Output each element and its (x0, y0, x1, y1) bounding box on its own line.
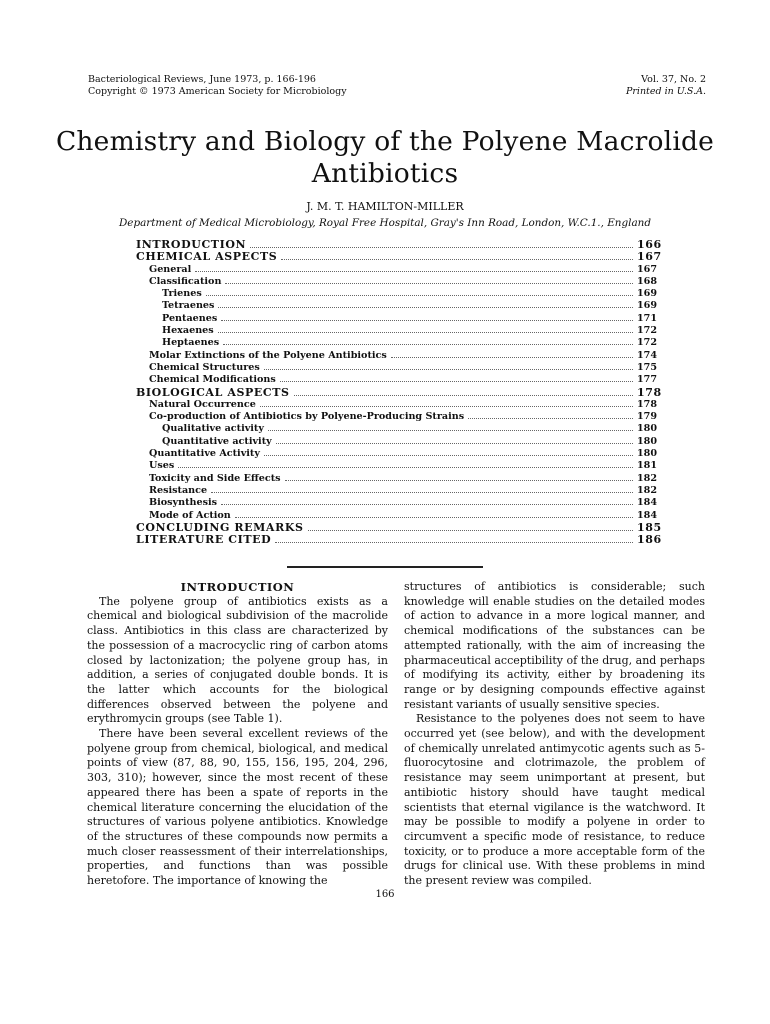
page-number: 166 (375, 889, 395, 900)
journal-citation: Bacteriological Reviews, June 1973, p. 166-196 (88, 74, 316, 85)
toc-entry: CHEMICAL ASPECTS 167 (136, 250, 662, 264)
toc-entry: Chemical Modifications 177 (149, 374, 658, 386)
author: J. M. T. HAMILTON-MILLER (306, 200, 464, 213)
table-of-contents (136, 238, 662, 547)
toc-entry: Molar Extinctions of the Polyene Antibiotics 174 (149, 349, 658, 361)
toc-entry: Co-production of Antibiotics by Polyene-Producing Strains 179 (149, 411, 658, 423)
article-title (0, 126, 770, 190)
section-heading: INTRODUCTION (180, 580, 295, 594)
toc-entry: Natural Occurrence 178 (149, 398, 658, 410)
affiliation: Department of Medical Microbiology, Royal Free Hospital, Gray's Inn Road, London, W.C.1., England (118, 217, 652, 229)
paragraph: There have been several excellent reviews of the polyene group from chemical, biological, and medical points of view (87, 88, 90, 155, 156, 195, 204, 296, 303, 310); however, since the most recent of these appeared there has been a spate of reports in the chemical literature concerning the elucidation of the structures of various polyene antibiotics. Knowledge of the structures of these compounds now permits a much closer reassessment of their interrelationships, properties, and functions than was possible heretofore. The importance of knowing the (87, 727, 388, 888)
toc-entry: Biosynthesis 184 (149, 497, 658, 509)
copyright-line: Copyright © 1973 American Society for Microbiology (88, 86, 347, 97)
toc-entry: Pentaenes 171 (162, 312, 658, 324)
right-column (404, 580, 705, 889)
toc-entry: INTRODUCTION 166 (136, 238, 662, 251)
toc-entry: General 167 (149, 263, 658, 275)
paragraph: Resistance to the polyenes does not seem to have occurred yet (see below), and with the development of chemically unrelated antimycotic agents such as 5-fluorocytosine and clotrimazole, the problem of resistance may seem unimportant at present, but antibiotic history should have taught medical scientists that eternal vigilance is the watchword. It may be possible to modify a polyene in order to circumvent a specific mode of resistance, to reduce toxicity, or to produce a more acceptable form of the drugs for clinical use. With these problems in mind the present review was compiled. (404, 712, 705, 888)
paragraph: The polyene group of antibiotics exists as a chemical and biological subdivision of the macrolide class. Antibiotics in this class are characterized by the possession of a macrocyclic ring of carbon atoms closed by lactonization; the polyene group has, in addition, a series of conjugated double bonds. It is the latter which accounts for the biological differences observed between the polyene and erythromycin groups (see Table 1). (87, 594, 388, 726)
toc-entry: Heptaenes 172 (162, 337, 658, 349)
title-line-1: Chemistry and Biology of the Polyene Macrolide (55, 126, 715, 157)
toc-entry: Quantitative Activity 180 (149, 448, 658, 460)
toc-entry: Chemical Structures 175 (149, 361, 658, 373)
paragraph: structures of antibiotics is considerable; such knowledge will enable studies on the detailed modes of action to advance in a more logical manner, and chemical modifications of the substances can be attempted rationally, with the aim of increasing the pharmaceutical acceptibility of the drug, and perhaps of modifying its activity, either by broadening its range or by designing compounds effective against resistant variants of usually sensitive species. (404, 580, 705, 711)
toc-entry: Trienes 169 (162, 288, 658, 300)
title-line-2: Antibiotics (311, 158, 459, 189)
toc-entry: Hexaenes 172 (162, 325, 658, 337)
running-header-left (88, 74, 347, 98)
volume-issue: Vol. 37, No. 2 (641, 74, 706, 85)
toc-entry: CONCLUDING REMARKS 185 (136, 520, 662, 534)
left-column (87, 580, 388, 889)
toc-entry: BIOLOGICAL ASPECTS 178 (136, 385, 662, 399)
toc-entry: Uses 181 (149, 460, 658, 472)
toc-entry: Qualitative activity 180 (162, 423, 658, 435)
running-header-right (626, 74, 706, 98)
toc-entry: Resistance 182 (149, 484, 658, 496)
printed-in: Printed in U.S.A. (625, 86, 706, 97)
section-divider (287, 566, 483, 568)
toc-entry: Quantitative activity 180 (162, 435, 658, 447)
toc-entry: Toxicity and Side Effects 182 (149, 472, 658, 484)
toc-entry: LITERATURE CITED 186 (136, 533, 662, 547)
toc-entry: Tetraenes 169 (162, 300, 658, 312)
toc-entry: Mode of Action 184 (149, 509, 658, 521)
toc-entry: Classification 168 (149, 275, 658, 287)
